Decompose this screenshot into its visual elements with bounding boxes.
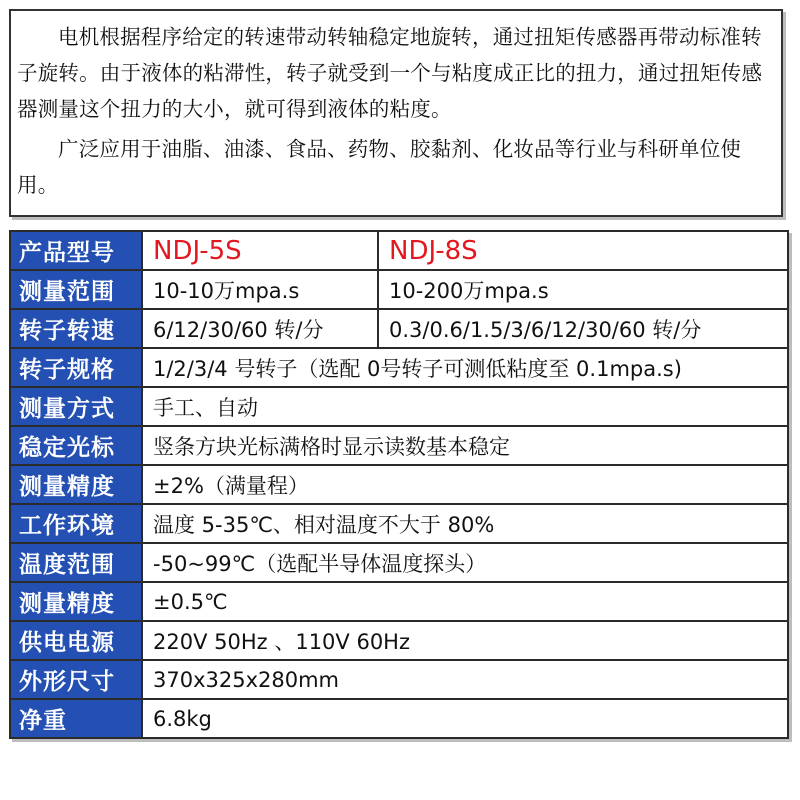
spec-row-range [10, 270, 788, 309]
spec-value-a: 10-10万mpa.s [142, 270, 378, 309]
spec-value: 温度 5-35℃、相对温度不大于 80% [142, 504, 788, 543]
spec-row-model [10, 231, 788, 270]
spec-label: 稳定光标 [10, 426, 142, 465]
spec-value: 竖条方块光标满格时显示读数基本稳定 [142, 426, 788, 465]
spec-row [10, 465, 788, 504]
spec-value-a: 6/12/30/60 转/分 [142, 309, 378, 348]
spec-value-b: 0.3/0.6/1.5/3/6/12/30/60 转/分 [378, 309, 788, 348]
spec-label: 产品型号 [10, 231, 142, 270]
model-a-name: NDJ-5S [142, 231, 378, 270]
spec-value-b: 10-200万mpa.s [378, 270, 788, 309]
intro-paragraph-1: 电机根据程序给定的转速带动转轴稳定地旋转，通过扭矩传感器再带动标准转子旋转。由于液体的粘滞性，转子就受到一个与粘度成正比的扭力，通过扭矩传感器测量这个扭力的大小，就可得到液体的粘度。 [17, 25, 763, 121]
spec-row [10, 660, 788, 699]
spec-label: 外形尺寸 [10, 660, 142, 699]
spec-row [10, 426, 788, 465]
spec-label: 测量精度 [10, 582, 142, 621]
spec-row [10, 582, 788, 621]
spec-value: ±0.5℃ [142, 582, 788, 621]
spec-row [10, 387, 788, 426]
spec-label: 温度范围 [10, 543, 142, 582]
spec-label: 转子转速 [10, 309, 142, 348]
spec-value: 6.8kg [142, 699, 788, 738]
spec-row [10, 504, 788, 543]
spec-value: 220V 50Hz 、110V 60Hz [142, 621, 788, 660]
spec-table [9, 230, 789, 739]
spec-row [10, 543, 788, 582]
spec-value: -50~99℃（选配半导体温度探头） [142, 543, 788, 582]
spec-label: 测量精度 [10, 465, 142, 504]
intro-text-box [9, 9, 783, 217]
spec-label: 工作环境 [10, 504, 142, 543]
spec-label: 净重 [10, 699, 142, 738]
spec-value: 1/2/3/4 号转子（选配 0号转子可测低粘度至 0.1mpa.s) [142, 348, 788, 387]
spec-row [10, 699, 788, 738]
spec-row [10, 348, 788, 387]
spec-label: 供电电源 [10, 621, 142, 660]
spec-row [10, 621, 788, 660]
spec-value: ±2%（满量程） [142, 465, 788, 504]
spec-row-speed [10, 309, 788, 348]
spec-label: 转子规格 [10, 348, 142, 387]
intro-paragraph-2: 广泛应用于油脂、油漆、食品、药物、胶黏剂、化妆品等行业与科研单位使用。 [17, 137, 742, 197]
spec-value: 370x325x280mm [142, 660, 788, 699]
spec-value: 手工、自动 [142, 387, 788, 426]
spec-label: 测量范围 [10, 270, 142, 309]
spec-label: 测量方式 [10, 387, 142, 426]
model-b-name: NDJ-8S [378, 231, 788, 270]
